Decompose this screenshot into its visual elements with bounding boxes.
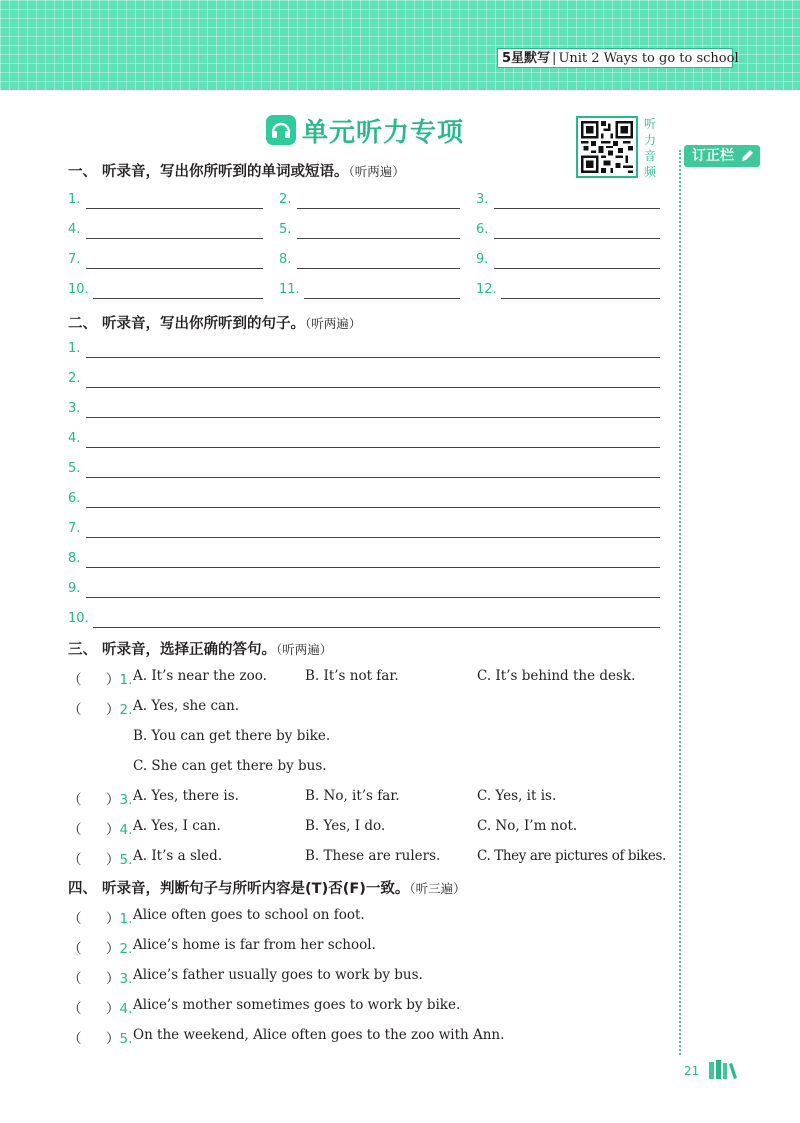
s1-num-2: 2. bbox=[279, 192, 292, 207]
answer-bracket[interactable]: （ bbox=[68, 941, 82, 957]
s3-q2-option-a: A. Yes, she can. bbox=[133, 698, 240, 714]
answer-bracket[interactable]: （ bbox=[68, 822, 82, 838]
s3-q5-option-c: C. They are pictures of bikes. bbox=[477, 848, 666, 864]
s3-q2-option-b: B. You can get there by bike. bbox=[133, 728, 331, 744]
s1-answer-2[interactable] bbox=[297, 208, 460, 209]
answer-bracket[interactable]: （ bbox=[68, 911, 82, 927]
s1-answer-9[interactable] bbox=[494, 268, 660, 269]
s1-answer-6[interactable] bbox=[494, 238, 660, 239]
s2-answer-2[interactable] bbox=[86, 387, 660, 388]
s3-q5-option-b: B. These are rulers. bbox=[305, 848, 441, 864]
s4-item-4-text: Alice’s mother sometimes goes to work by bike. bbox=[133, 997, 461, 1013]
s3-q1-option-a: A. It’s near the zoo. bbox=[133, 668, 267, 684]
qr-code[interactable] bbox=[576, 116, 638, 178]
s1-answer-7[interactable] bbox=[86, 268, 263, 269]
section3-heading: 三、 听录音，选择正确的答句。（听两遍） bbox=[68, 642, 333, 658]
s2-num-1: 1. bbox=[68, 341, 81, 356]
s4-item-5-text: On the weekend, Alice often goes to the zoo with Ann. bbox=[133, 1027, 505, 1043]
s1-answer-11[interactable] bbox=[304, 298, 460, 299]
s1-num-10: 10. bbox=[68, 282, 89, 297]
s3-q1-option-b: B. It’s not far. bbox=[305, 668, 399, 684]
s1-num-3: 3. bbox=[476, 192, 489, 207]
s1-num-4: 4. bbox=[68, 222, 81, 237]
correction-column-divider bbox=[679, 150, 681, 1055]
s1-num-5: 5. bbox=[279, 222, 292, 237]
s3-q5-option-a: A. It’s a sled. bbox=[133, 848, 223, 864]
s2-answer-8[interactable] bbox=[86, 567, 660, 568]
s1-num-11: 11. bbox=[279, 282, 300, 297]
answer-bracket[interactable]: （ bbox=[68, 1001, 82, 1017]
s1-num-1: 1. bbox=[68, 192, 81, 207]
s3-q4-option-a: A. Yes, I can. bbox=[133, 818, 221, 834]
answer-bracket[interactable]: （ bbox=[68, 672, 82, 688]
unit-label: Unit 2 Ways to go to school bbox=[558, 51, 739, 66]
s2-num-6: 6. bbox=[68, 491, 81, 506]
s2-answer-7[interactable] bbox=[86, 537, 660, 538]
s3-q4-option-b: B. Yes, I do. bbox=[305, 818, 386, 834]
s2-num-4: 4. bbox=[68, 431, 81, 446]
brand-label: 5星默写 bbox=[502, 51, 551, 66]
s4-item-3-text: Alice’s father usually goes to work by bus. bbox=[133, 967, 423, 983]
s2-num-9: 9. bbox=[68, 581, 81, 596]
s2-num-5: 5. bbox=[68, 461, 81, 476]
unit-tag bbox=[497, 48, 739, 68]
s3-q3-option-a: A. Yes, there is. bbox=[133, 788, 239, 804]
header-banner bbox=[0, 0, 800, 90]
section4-heading: 四、 听录音，判断句子与所听内容是(T)否(F)一致。（听三遍） bbox=[68, 881, 466, 897]
s2-num-3: 3. bbox=[68, 401, 81, 416]
s1-answer-5[interactable] bbox=[297, 238, 460, 239]
section2-heading: 二、 听录音，写出你所听到的句子。（听两遍） bbox=[68, 316, 362, 332]
title-text: 单元听力专项 bbox=[302, 117, 465, 148]
answer-bracket[interactable]: （ bbox=[68, 971, 82, 987]
s2-answer-6[interactable] bbox=[86, 507, 660, 508]
s1-answer-1[interactable] bbox=[86, 208, 263, 209]
s2-answer-3[interactable] bbox=[86, 417, 660, 418]
s3-q3-option-b: B. No, it’s far. bbox=[305, 788, 400, 804]
answer-bracket[interactable]: （ bbox=[68, 1031, 82, 1047]
s3-q1-option-c: C. It’s behind the desk. bbox=[477, 668, 636, 684]
s2-answer-10[interactable] bbox=[93, 627, 660, 628]
s1-answer-12[interactable] bbox=[501, 298, 660, 299]
s1-num-7: 7. bbox=[68, 252, 81, 267]
s3-q2-option-c: C. She can get there by bus. bbox=[133, 758, 327, 774]
headphones-icon bbox=[266, 115, 296, 145]
s2-num-2: 2. bbox=[68, 371, 81, 386]
s2-num-7: 7. bbox=[68, 521, 81, 536]
page-title bbox=[266, 112, 464, 148]
separator: | bbox=[552, 51, 557, 66]
answer-bracket[interactable]: （ bbox=[68, 792, 82, 808]
correction-tag bbox=[684, 145, 760, 167]
s1-num-9: 9. bbox=[476, 252, 489, 267]
s4-item-1-text: Alice often goes to school on foot. bbox=[133, 907, 365, 923]
page-number: 21 bbox=[684, 1064, 700, 1078]
s2-num-8: 8. bbox=[68, 551, 81, 566]
correction-label: 订正栏 bbox=[692, 148, 734, 164]
s3-q4-option-c: C. No, I’m not. bbox=[477, 818, 578, 834]
answer-bracket[interactable]: （ bbox=[68, 852, 82, 868]
s1-num-8: 8. bbox=[279, 252, 292, 267]
s3-q3-option-c: C. Yes, it is. bbox=[477, 788, 557, 804]
section1-heading: 一、 听录音，写出你所听到的单词或短语。（听两遍） bbox=[68, 164, 405, 180]
qr-label: 听力音频 bbox=[643, 117, 656, 179]
s2-answer-9[interactable] bbox=[86, 597, 660, 598]
s1-answer-4[interactable] bbox=[86, 238, 263, 239]
pencil-icon bbox=[740, 148, 754, 170]
s4-item-2-text: Alice’s home is far from her school. bbox=[133, 937, 376, 953]
s1-answer-10[interactable] bbox=[93, 298, 263, 299]
s1-num-6: 6. bbox=[476, 222, 489, 237]
s2-answer-4[interactable] bbox=[86, 447, 660, 448]
answer-bracket[interactable]: （ bbox=[68, 702, 82, 718]
s1-answer-3[interactable] bbox=[494, 208, 660, 209]
s2-answer-1[interactable] bbox=[86, 357, 660, 358]
s2-answer-5[interactable] bbox=[86, 477, 660, 478]
s1-answer-8[interactable] bbox=[297, 268, 460, 269]
s1-num-12: 12. bbox=[476, 282, 497, 297]
books-icon bbox=[708, 1060, 738, 1084]
s2-num-10: 10. bbox=[68, 611, 89, 626]
